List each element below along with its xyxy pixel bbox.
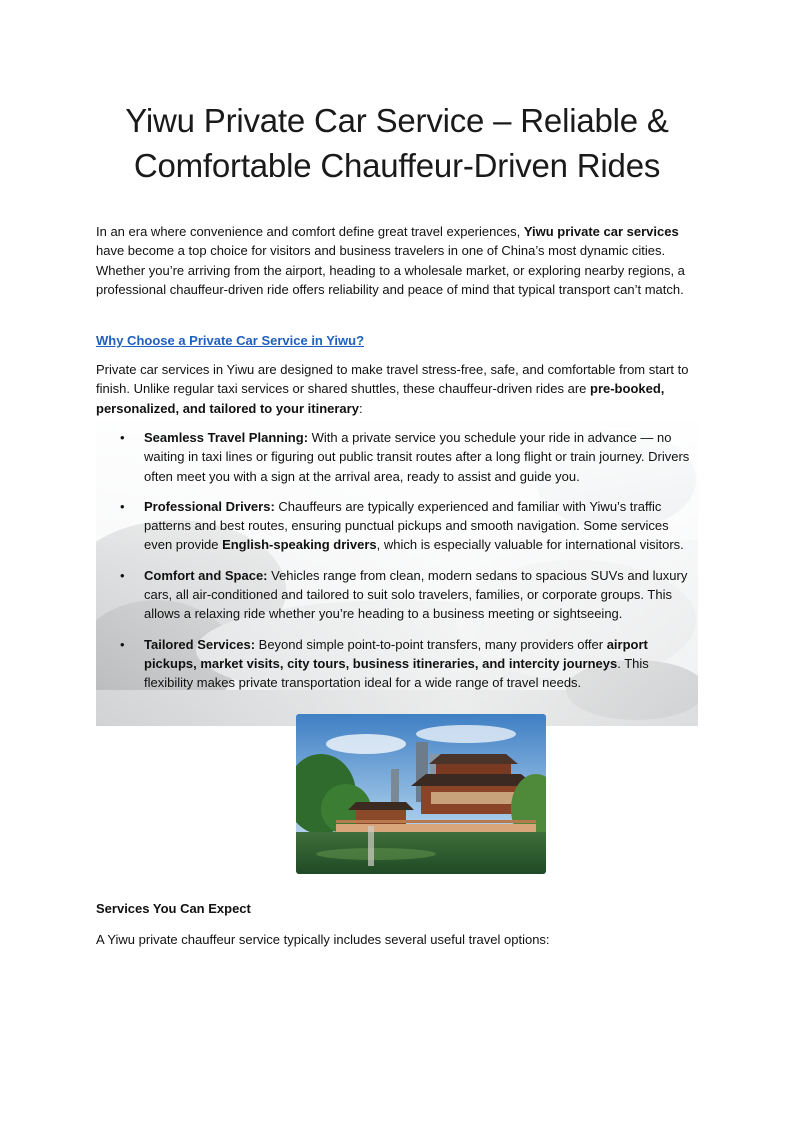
bullet-dot: •: [120, 430, 125, 445]
intro-paragraph: In an era where convenience and comfort define great travel experiences, Yiwu private car services have become a top choice for visitors and business travelers in one of China’s most dynamic cities. Whether you’re arriving from the airport, heading to a wholesale market, or exploring nearby regions, a professional chauffeur-driven ride offers reliability and peace of mind that typical transport can’t match.: [96, 224, 685, 297]
why-paragraph: Private car services in Yiwu are designed to make travel stress-free, safe, and comfortable from start to finish. Unlike regular taxi services or shared shuttles, these chauffeur-driven rides are pre-booked, personalized, and tailored to your itinerary:: [96, 362, 689, 416]
list-item: • Professional Drivers: Chauffeurs are typically experienced and familiar with Yiwu’s traffic patterns and best routes, ensuring punctual pickups and smooth navigation. Some services even provide English-speaking drivers, which is especially valuable for international visitors.: [120, 498, 684, 553]
list-item-title: Tailored Services:: [144, 636, 256, 652]
intro-bold: Yiwu private car services: [523, 224, 679, 239]
why-choose-link[interactable]: Why Choose a Private Car Service in Yiwu?: [96, 333, 365, 348]
services-paragraph: A Yiwu private chauffeur service typically includes several useful travel options:: [96, 932, 550, 947]
page-title: [96, 98, 698, 188]
list-item: • Comfort and Space: Vehicles range from clean, modern sedans to spacious SUVs and luxury cars, all air-conditioned and tailored to suit solo travelers, families, or corporate groups. This allows a relaxing ride whether you’re heading to a business meeting or sightseeing.: [120, 567, 688, 622]
title-line-2: Comfortable Chauffeur-Driven Rides: [133, 147, 661, 184]
why-bold: pre-booked, personalized, and tailored to your itinerary: [96, 381, 665, 416]
services-heading: Services You Can Expect: [96, 901, 251, 916]
bullet-dot: •: [120, 636, 125, 652]
pavilion-photo: [296, 714, 546, 874]
bullet-dot: •: [120, 567, 125, 583]
list-item: • Seamless Travel Planning: With a private service you schedule your ride in advance — no waiting in taxi lines or figuring out public transit routes after a long flight or train journey. Drivers often meet you with a sign at the arrival area, ready to assist and guide you.: [120, 430, 690, 484]
list-item-title: Comfort and Space:: [144, 567, 268, 583]
title-line-1: Yiwu Private Car Service – Reliable &: [125, 102, 669, 139]
list-item: • Tailored Services: Beyond simple point-to-point transfers, many providers offer airport pickups, market visits, city tours, business itineraries, and intercity journeys. This flexibility makes private transportation ideal for a wide range of travel needs.: [120, 636, 649, 691]
list-item-title: Professional Drivers:: [144, 498, 275, 514]
features-list: [96, 428, 700, 704]
list-item-title: Seamless Travel Planning:: [144, 430, 309, 445]
bullet-dot: •: [120, 498, 125, 514]
